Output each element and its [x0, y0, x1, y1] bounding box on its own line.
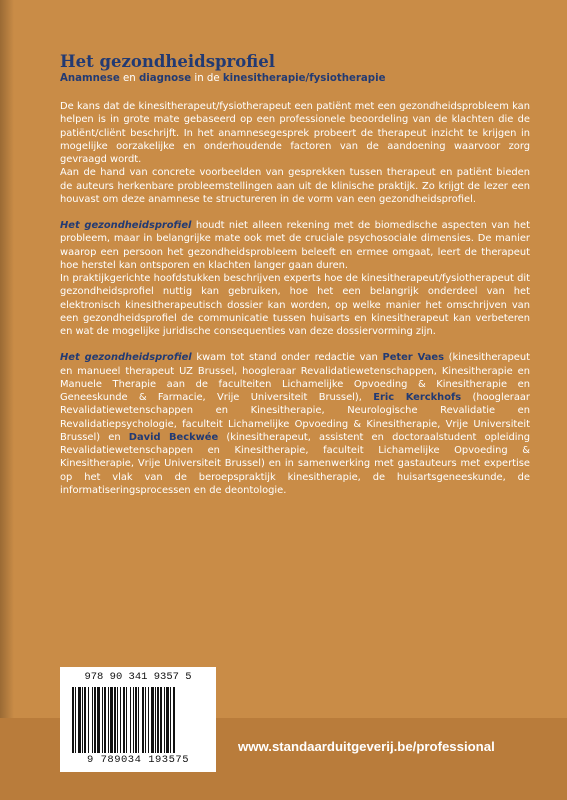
subtitle-connector-1: en [119, 73, 139, 84]
emphasis-title: Het gezondheidsprofiel [60, 220, 192, 231]
editor-name-vaes: Peter Vaes [382, 352, 444, 364]
isbn-barcode [60, 667, 216, 772]
publisher-website: www.standaarduitgeverij.be/professional [238, 739, 495, 754]
book-subtitle [60, 72, 530, 86]
editors-text-a: kwam tot stand onder redactie van [191, 352, 383, 364]
barcode-bars [72, 687, 210, 753]
paragraph-editors [60, 351, 530, 497]
paragraph-chapters: In praktijkgerichte hoofdstukken beschrijven experts hoe de kinesitherapeut/fysiotherapeut dit gezondheidsprofiel nuttig kan gebruiken, hoe het een belangrijk onderdeel van het elektronisch kinesitherapeutisch dossier kan worden, op welke manier het omschrijven van een gezondheidsprofiel de communicatie tussen huisarts en kinesitherapeut kan verbeteren en wat de mogelijke juridische consequenties van deze dossiervorming zijn. [60, 273, 530, 337]
paragraph-profile [60, 219, 530, 272]
subtitle-field: kinesitherapie/fysiotherapie [222, 73, 386, 84]
back-cover-text [60, 52, 530, 497]
subtitle-anamnese: Anamnese [60, 73, 120, 84]
book-title: Het gezondheidsprofiel [60, 52, 275, 71]
editor-name-kerckhofs: Eric Kerckhofs [373, 392, 462, 403]
paragraph-profile-text: houdt niet alleen rekening met de biomedische aspecten van het probleem, maar in belangrijke mate ook met de cruciale psychosociale dimensies. De manier waarop een persoon het gezondheidsprobleem beleeft en ermee omgaat, leert de therapeut hoe herstel kan ontsporen en klachten langer gaan duren. [60, 220, 530, 271]
emphasis-title: Het gezondheidsprofiel [60, 352, 192, 364]
subtitle-diagnose: diagnose [138, 73, 192, 84]
subtitle-connector-2: in de [191, 73, 223, 84]
isbn-number: 978 90 341 9357 5 [84, 671, 192, 683]
ean-number: 9 789034 193575 [86, 754, 189, 766]
editor-name-beckwee: David Beckwée [128, 431, 219, 443]
paragraph-examples: Aan de hand van concrete voorbeelden van gesprekken tussen therapeut en patiënt bieden de auteurs herkenbare probleemstellingen aan uit de klinische praktijk. Zo krijgt de lezer een houvast om deze anamnese te structureren in de vorm van een gezondheidsprofiel. [60, 167, 530, 205]
editors-text-b: (kinesitherapeut en manueel therapeut UZ Brussel, hoogleraar Revalidatiewetenschappen, Kinesitherapie en Manuele Therapie aan de faculteiten Lichamelijke Opvoeding & Kinesitherapie en Geneeskunde & Farmacie, Vrije Universiteit Brussel), [60, 352, 530, 403]
paragraph-intro: De kans dat de kinesitherapeut/fysiotherapeut een patiënt met een gezondheidsprobleem kan helpen is in grote mate gebaseerd op een professionele beoordeling van de klachten die de patiënt/cliënt beschrijft. In het anamnesegesprek probeert de therapeut inzicht te krijgen in mogelijke oorzakelijke en onderhoudende factoren van de aandoening waarvoor zorg gevraagd wordt. [60, 101, 530, 165]
spine-shadow [0, 0, 14, 800]
editors-text-d: (kinesitherapeut, assistent en doctoraalstudent opleiding Revalidatiewetenschappen en Kinesitherapie, faculteit Lichamelijke Opvoeding & Kinesitherapie, Vrije Universiteit Brussel) en in samenwerking met gastauteurs met expertise op het vlak van de beroepspraktijk kinesitherapie, de huisartsgeneeskunde, de informatiseringsprocessen en de deontologie. [60, 431, 531, 496]
editors-text-c: (hoogleraar Revalidatiewetenschappen en Kinesitherapie, Neurologische Revalidatie en Revalidatiepsychologie, faculteit Lichamelijke Opvoeding & Kinesitherapie, Vrije Universiteit Brussel) en [60, 392, 530, 443]
